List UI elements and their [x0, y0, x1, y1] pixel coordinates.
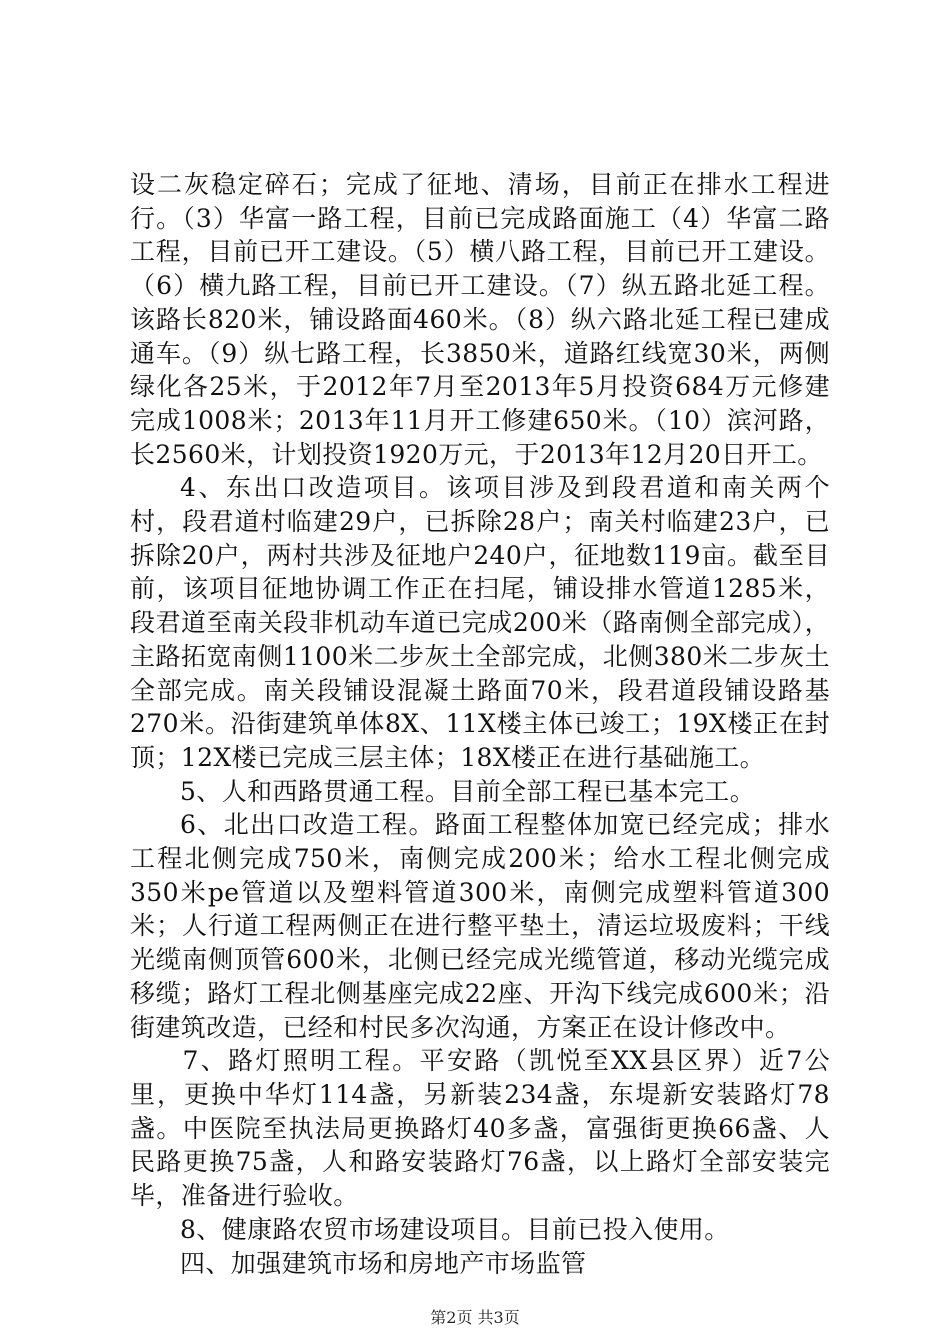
- paragraph-north-exit: 6、北出口改造工程。路面工程整体加宽已经完成；排水工程北侧完成750米，南侧完成200米；给水工程北侧完成350米pe管道以及塑料管道300米，南侧完成塑料管道300米；人行道工程两侧正在进行整平垫土，清运垃圾废料；干线光缆南侧顶管600米，北侧已经完成光缆管道，移动光缆完成移缆；路灯工程北侧基座完成22座、开沟下线完成600米；沿街建筑改造，已经和村民多次沟通，方案正在设计修改中。: [130, 810, 830, 1042]
- paragraph-road-projects: 设二灰稳定碎石；完成了征地、清场，目前正在排水工程进行。（3）华富一路工程，目前已完成路面施工（4）华富二路工程，目前已开工建设。（5）横八路工程，目前已开工建设。（6）横九路工程，目前已开工建设。（7）纵五路北延工程。该路长820米，铺设路面460米。（8）纵六路北延工程已建成通车。（9）纵七路工程，长3850米，道路红线宽30米，两侧绿化各25米，于2012年7月至2013年5月投资684万元修建完成1008米；2013年11月开工修建650米。（10）滨河路，长2560米，计划投资1920万元，于2013年12月20日开工。: [130, 170, 830, 469]
- paragraph-renhe-west: 5、人和西路贯通工程。目前全部工程已基本完工。: [180, 776, 756, 806]
- document-body: [130, 168, 830, 1280]
- paragraph-market: 8、健康路农贸市场建设项目。目前已投入使用。: [180, 1214, 730, 1244]
- paragraph-street-lights: 7、路灯照明工程。平安路（凯悦至XX县区界）近7公里，更换中华灯114盏，另新装234盏，东堤新安装路灯78盏。中医院至执法局更换路灯40多盏，富强街更换66盏、人民路更换75盏，人和路安装路灯76盏，以上路灯全部安装完毕，准备进行验收。: [130, 1046, 830, 1211]
- section-heading: 四、加强建筑市场和房地产市场监管: [180, 1248, 587, 1278]
- paragraph-east-exit: 4、东出口改造项目。该项目涉及到段君道和南关两个村，段君道村临建29户，已拆除28户；南关村临建23户，已拆除20户，两村共涉及征地户240户，征地数119亩。截至目前，该项目征地协调工作正在扫尾，铺设排水管道1285米，段君道至南关段非机动车道已完成200米（路南侧全部完成），主路拓宽南侧1100米二步灰土全部完成，北侧380米二步灰土全部完成。南关段铺设混凝土路面70米，段君道段铺设路基270米。沿街建筑单体8X、11X楼主体已竣工；19X楼正在封顶；12X楼已完成三层主体；18X楼正在进行基础施工。: [130, 473, 830, 772]
- page-number: 第2页 共3页: [430, 1308, 520, 1327]
